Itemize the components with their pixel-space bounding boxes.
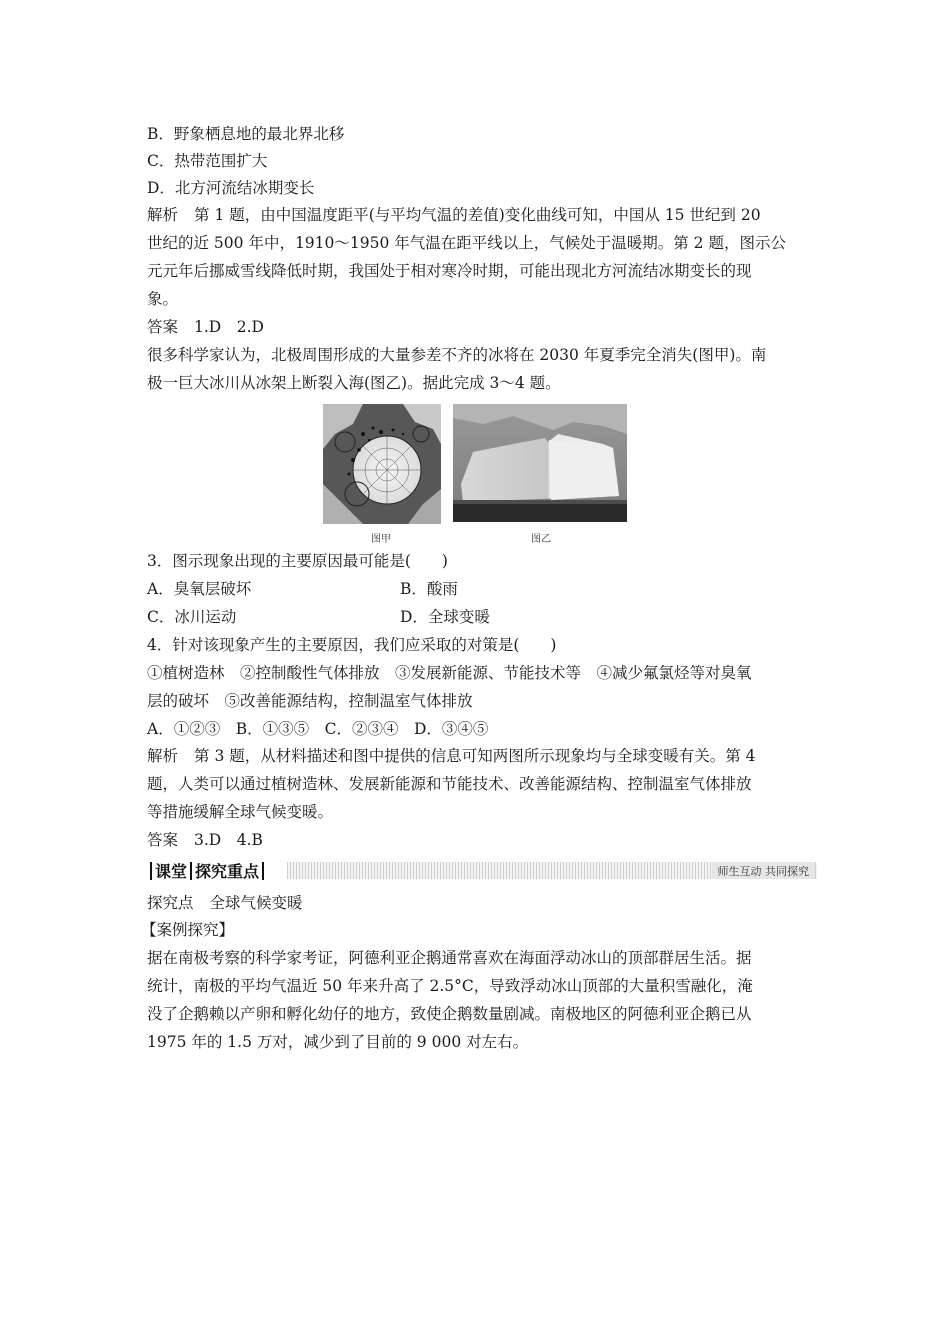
answer-1: 答案 1.D 2.D xyxy=(147,318,264,336)
explore-point-label: 探究点 xyxy=(147,894,194,912)
section-header xyxy=(147,860,817,881)
case-line-3: 没了企鹅赖以产卵和孵化幼仔的地方，致使企鹅数量剧减。南极地区的阿德利亚企鹅已从 xyxy=(147,1005,752,1023)
section-subtitle: 师生互动 共同探究 xyxy=(712,862,816,879)
analysis-1-line-3: 元元年后挪威雪线降低时期，我国处于相对寒冷时期，可能出现北方河流结冰期变长的现 xyxy=(147,262,752,280)
answer-label: 答案 xyxy=(147,831,179,849)
q4-stem: 4．针对该现象产生的主要原因，我们应采取的对策是( ) xyxy=(147,636,557,654)
q3-options-row-1 xyxy=(147,579,458,599)
analysis-1-line-2: 世纪的近 500 年中，1910～1950 年气温在距平线以上，气候处于温暖期。第 2 题，图示公 xyxy=(147,234,786,252)
q3-option-d: D．全球变暖 xyxy=(400,608,490,626)
analysis-2-line-1: 解析 第 3 题，从材料描述和图中提供的信息可知两图所示现象均与全球变暖有关。第 4 xyxy=(147,747,756,765)
intro-line-2: 极一巨大冰川从冰架上断裂入海(图乙)。据此完成 3～4 题。 xyxy=(147,374,561,392)
analysis-2-line-2: 题，人类可以通过植树造林、发展新能源和节能技术、改善能源结构、控制温室气体排放 xyxy=(147,775,752,793)
option-b: B．野象栖息地的最北界北移 xyxy=(147,125,345,143)
answer-2: 答案 3.D 4.B xyxy=(147,831,263,849)
analysis-2-line-3: 等措施缓解全球气候变暖。 xyxy=(147,803,334,821)
explore-point xyxy=(147,893,303,913)
q4-items-line-2: 层的破坏 ⑤改善能源结构，控制温室气体排放 xyxy=(147,692,473,710)
q3-stem: 3．图示现象出现的主要原因最可能是( ) xyxy=(147,552,448,570)
answer-label: 答案 xyxy=(147,318,179,336)
q3-options-row-2 xyxy=(147,607,490,627)
intro-line-1: 很多科学家认为，北极周围形成的大量参差不齐的冰将在 2030 年夏季完全消失(图甲)。南 xyxy=(147,346,767,364)
case-heading: 【案例探究】 xyxy=(141,921,235,939)
figure-caption-right: 图乙 xyxy=(531,534,551,545)
option-c: C．热带范围扩大 xyxy=(147,152,268,170)
analysis-1-line-1: 解析 第 1 题，由中国温度距平(与平均气温的差值)变化曲线可知，中国从 15 世纪到 20 xyxy=(147,206,761,224)
q4-items-line-1: ①植树造林 ②控制酸性气体排放 ③发展新能源、节能技术等 ④减少氟氯烃等对臭氧 xyxy=(147,664,752,682)
option-d: D．北方河流结冰期变长 xyxy=(147,179,315,197)
figure-arctic-map xyxy=(323,404,441,528)
analysis-label: 解析 xyxy=(147,747,179,765)
analysis-label: 解析 xyxy=(147,206,179,224)
figure-iceberg-photo xyxy=(453,404,627,526)
analysis-1-line-4: 象。 xyxy=(147,290,179,308)
section-title: 课堂 探究重点 xyxy=(147,860,267,881)
q4-options: A．①②③ B．①③⑤ C．②③④ D．③④⑤ xyxy=(147,720,489,738)
figure-caption-left: 图甲 xyxy=(371,534,391,545)
case-line-4: 1975 年的 1.5 万对，减少到了目前的 9 000 对左右。 xyxy=(147,1033,529,1051)
q3-option-b: B．酸雨 xyxy=(400,580,458,598)
q3-option-c: C．冰川运动 xyxy=(147,608,237,626)
explore-point-title: 全球气候变暖 xyxy=(209,894,303,912)
q3-option-a: A．臭氧层破坏 xyxy=(147,580,252,598)
case-line-1: 据在南极考察的科学家考证，阿德利亚企鹅通常喜欢在海面浮动冰山的顶部群居生活。据 xyxy=(147,949,752,967)
case-line-2: 统计，南极的平均气温近 50 年来升高了 2.5°C，导致浮动冰山顶部的大量积雪融化，淹 xyxy=(147,977,753,995)
